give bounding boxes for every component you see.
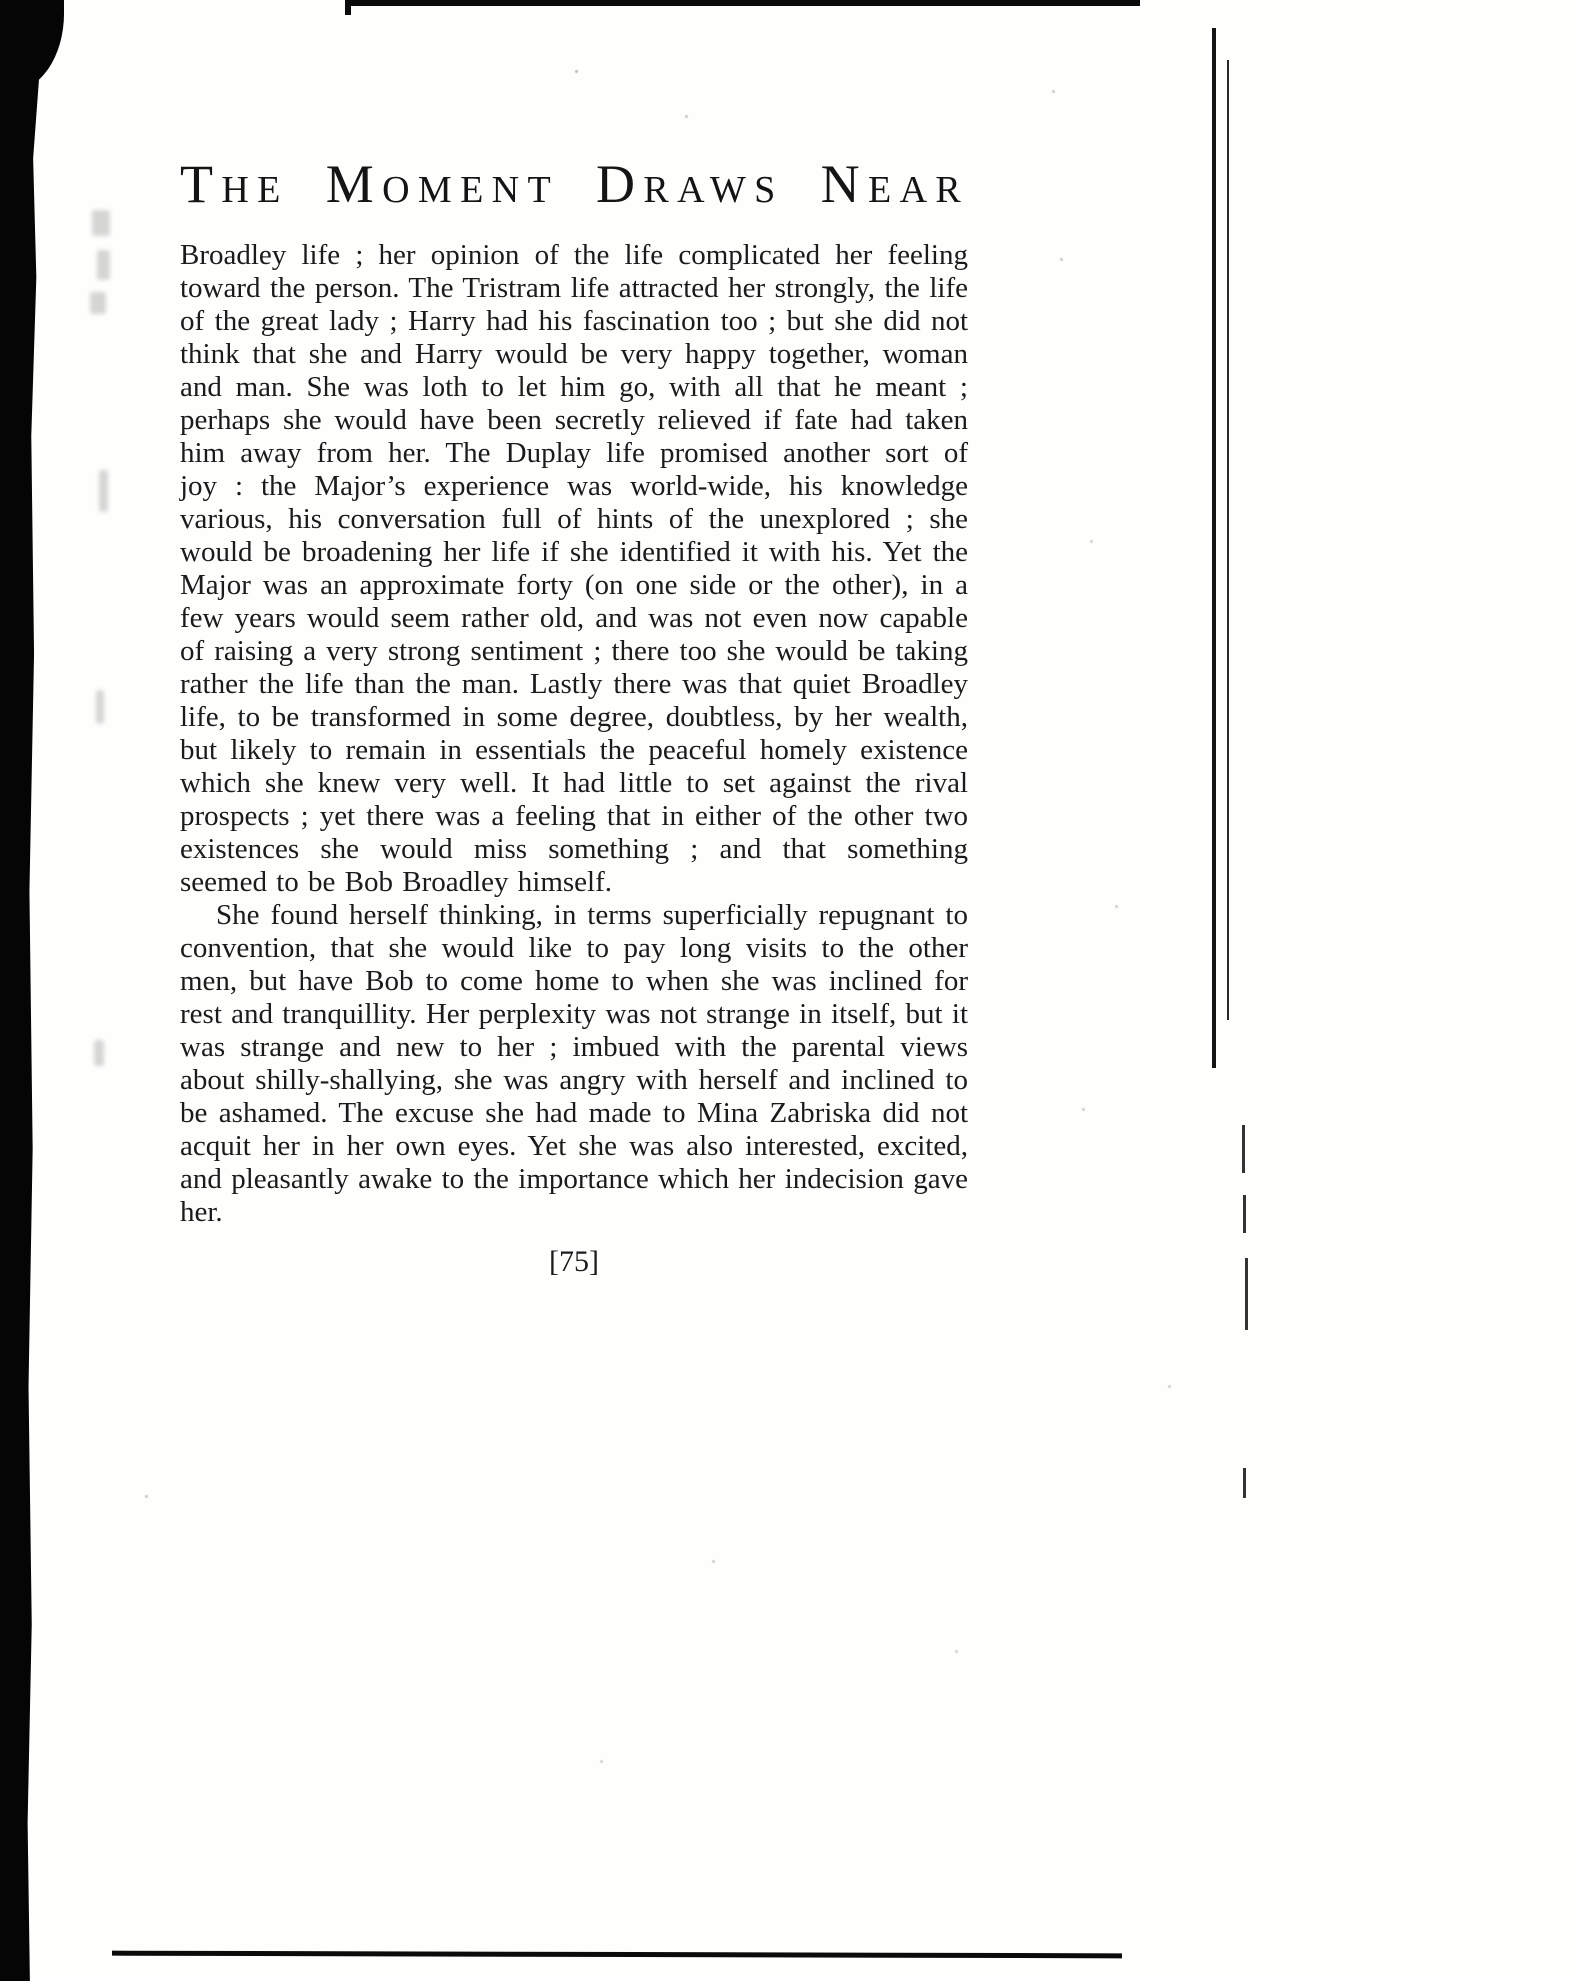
scan-artifact-smudge: [92, 210, 110, 236]
scan-artifact-right-dash: [1243, 1195, 1246, 1233]
page-number: [75]: [549, 1245, 599, 1278]
scan-artifact-top-tick: [345, 0, 351, 15]
scan-artifact-top-line: [345, 0, 1140, 6]
scan-artifact-right-line: [1212, 28, 1216, 1068]
page-content: [180, 155, 968, 1279]
scan-artifact-smudge: [94, 1040, 104, 1066]
scan-artifact-smudge: [96, 690, 104, 724]
body-paragraph-1: Broadley life ; her opinion of the life complicated her feeling toward the person. The Tristram life attracted her strongly, the life of the great lady ; Harry had his fascination too ; but she did not think that she and Harry would be very happy together, woman and man. She was loth to let him go, with all that he meant ; perhaps she would have been secretly relieved if fate had taken him away from her. The Duplay life promised another sort of joy : the Major’s experience was world-wide, his knowledge various, his conversation full of hints of the unexplored ; she would be broadening her life if she identified it with his. Yet the Major was an approximate forty (on one side or the other), in a few years would seem rather old, and was not even now capable of raising a very strong sentiment ; there too she would be taking rather the life than the man. Lastly there was that quiet Broadley life, to be transformed in some degree, doubtless, by her wealth, but likely to remain in essentials the peaceful homely existence which she knew very well. It had little to set against the rival prospects ; yet there was a feeling that in either of the other two existences she would miss something ; and that something seemed to be Bob Broadley himself.: [180, 239, 968, 898]
scan-artifact-smudge: [97, 250, 110, 280]
scan-artifact-left-edge: [0, 0, 46, 1981]
scan-artifact-smudge: [99, 470, 108, 512]
scan-artifact-smudge: [90, 292, 106, 314]
scan-artifact-right-dash: [1245, 1258, 1248, 1330]
scan-artifact-right-line: [1227, 60, 1229, 1020]
scan-artifact-bottom-line: [112, 1951, 1122, 1959]
running-head-title: The Moment Draws Near: [180, 154, 970, 214]
scan-artifact-top-left-corner: [0, 0, 64, 92]
scan-artifact-right-dash: [1243, 1468, 1246, 1498]
scan-noise-dots: [0, 0, 3, 3]
body-paragraph-2: She found herself thinking, in terms superficially repugnant to convention, that she would like to pay long visits to the other men, but have Bob to come home to when she was inclined for rest and tranquillity. Her perplexity was not strange in itself, but it was strange and new to her ; imbued with the parental views about shilly-shallying, she was angry with herself and inclined to be ashamed. The excuse she had made to Mina Zabriska did not acquit her in her own eyes. Yet she was also interested, excited, and pleasantly awake to the importance which her indecision gave her.: [180, 899, 968, 1228]
scan-artifact-right-dash: [1242, 1125, 1245, 1173]
